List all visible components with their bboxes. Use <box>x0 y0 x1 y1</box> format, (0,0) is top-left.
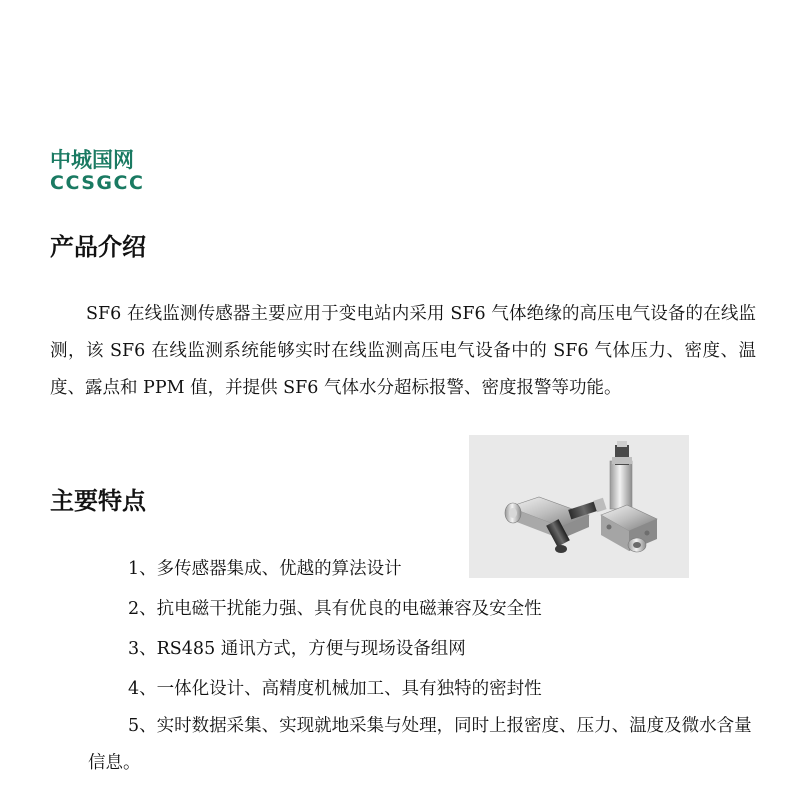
product-intro-paragraph: SF6 在线监测传感器主要应用于变电站内采用 SF6 气体绝缘的高压电气设备的在线监测，该 SF6 在线监测系统能够实时在线监测高压电气设备中的 SF6 气体压力、密度、温度、露点和 PPM 值，并提供 SF6 气体水分超标报警、密度报警等功能。 <box>50 304 756 398</box>
feature-item-4: 4、一体化设计、高精度机械加工、具有独特的密封性 <box>128 679 542 699</box>
main-features-heading: 主要特点 <box>50 487 146 515</box>
logo-chinese-name: 中城国网 <box>50 148 134 172</box>
product-intro-heading: 产品介绍 <box>50 233 146 261</box>
company-logo <box>50 148 170 193</box>
feature-item-2: 2、抗电磁干扰能力强、具有优良的电磁兼容及安全性 <box>128 599 542 619</box>
feature-item-1: 1、多传感器集成、优越的算法设计 <box>128 559 402 579</box>
feature-item-5: 5、实时数据采集、实现就地采集与处理，同时上报密度、压力、温度及微水含量信息。 <box>88 716 752 773</box>
logo-english-name: CCSGCC <box>50 172 145 194</box>
left-sensor-body <box>505 497 607 553</box>
right-sensor-body <box>601 441 657 552</box>
feature-item-3: 3、RS485 通讯方式，方便与现场设备组网 <box>128 639 466 659</box>
